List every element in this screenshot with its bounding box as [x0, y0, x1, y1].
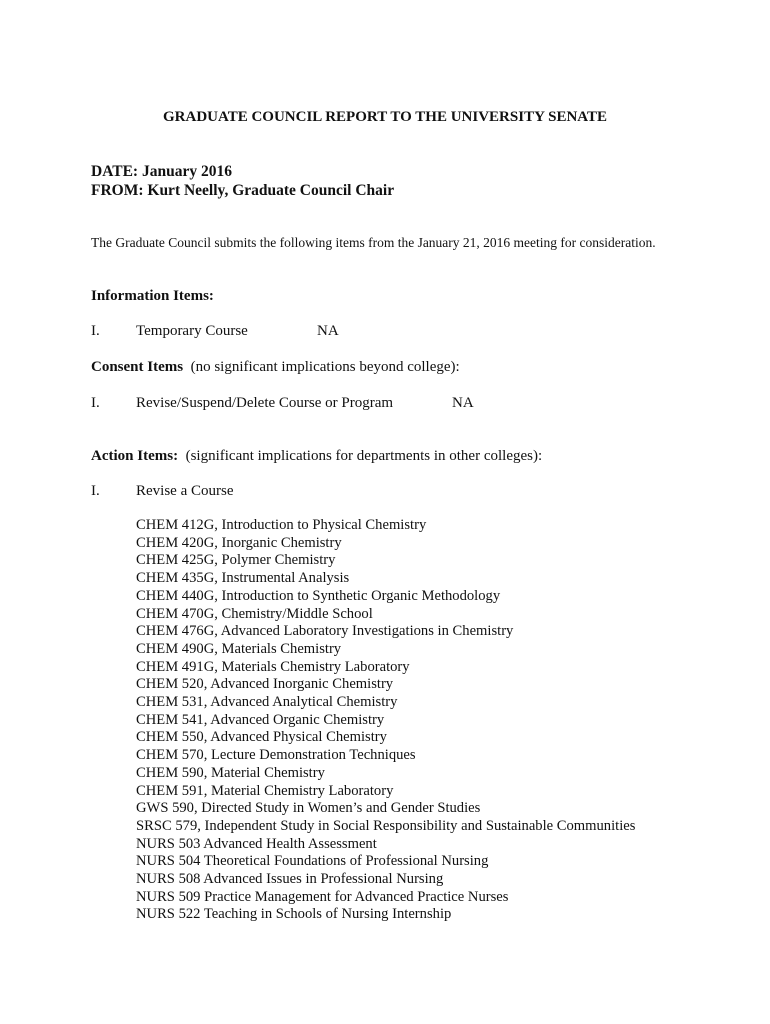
information-status: NA [317, 323, 339, 339]
information-heading [91, 288, 214, 305]
information-item: Temporary Course [136, 323, 248, 339]
course-item: CHEM 470G, Chemistry/Middle School [136, 605, 373, 622]
consent-heading-label: Consent Items [91, 359, 184, 375]
course-item: CHEM 550, Advanced Physical Chemistry [136, 729, 387, 746]
course-item: CHEM 570, Lecture Demonstration Techniques [136, 747, 416, 764]
course-item: CHEM 490G, Materials Chemistry [136, 640, 342, 657]
course-item: CHEM 541, Advanced Organic Chemistry [136, 711, 385, 728]
from-line: FROM: Kurt Neelly, Graduate Council Chair [91, 182, 395, 199]
course-item: CHEM 520, Advanced Inorganic Chemistry [136, 676, 394, 693]
consent-status: NA [452, 395, 474, 411]
course-item: CHEM 440G, Introduction to Synthetic Organic Methodology [136, 587, 501, 604]
course-item: CHEM 476G, Advanced Laboratory Investigations in Chemistry [136, 623, 514, 640]
course-item: NURS 522 Teaching in Schools of Nursing Internship [136, 906, 452, 923]
action-item: Revise a Course [136, 483, 234, 499]
course-item: CHEM 425G, Polymer Chemistry [136, 552, 336, 569]
course-item: CHEM 591, Material Chemistry Laboratory [136, 782, 394, 799]
action-numeral: I. [91, 483, 100, 499]
date-line: DATE: January 2016 [91, 163, 232, 180]
action-heading [91, 448, 542, 465]
course-item: CHEM 420G, Inorganic Chemistry [136, 534, 342, 551]
course-item: CHEM 531, Advanced Analytical Chemistry [136, 694, 398, 711]
course-item: SRSC 579, Independent Study in Social Responsibility and Sustainable Communities [136, 817, 636, 834]
course-item: CHEM 590, Material Chemistry [136, 764, 325, 781]
course-item: NURS 509 Practice Management for Advanced Practice Nurses [136, 888, 509, 905]
course-item: NURS 503 Advanced Health Assessment [136, 835, 377, 852]
course-item: CHEM 491G, Materials Chemistry Laboratory [136, 658, 410, 675]
course-item: CHEM 412G, Introduction to Physical Chemistry [136, 517, 427, 533]
information-numeral: I. [91, 323, 100, 339]
course-item: NURS 508 Advanced Issues in Professional Nursing [136, 871, 444, 888]
consent-heading-note: (no significant implications beyond college): [190, 359, 460, 375]
intro-paragraph: The Graduate Council submits the following items from the January 21, 2016 meeting for consideration. [91, 235, 656, 250]
course-item: CHEM 435G, Instrumental Analysis [136, 570, 350, 587]
action-heading-note: (significant implications for departments in other colleges): [185, 448, 543, 464]
information-heading-label: Information Items: [91, 288, 214, 304]
consent-item: Revise/Suspend/Delete Course or Program [136, 395, 394, 411]
course-list [136, 517, 635, 924]
action-heading-label: Action Items: [91, 448, 179, 464]
consent-numeral: I. [91, 395, 100, 411]
report-title: GRADUATE COUNCIL REPORT TO THE UNIVERSITY SENATE [162, 109, 608, 125]
course-item: NURS 504 Theoretical Foundations of Professional Nursing [136, 853, 489, 870]
consent-heading [91, 359, 460, 376]
course-item: GWS 590, Directed Study in Women’s and Gender Studies [136, 800, 481, 817]
